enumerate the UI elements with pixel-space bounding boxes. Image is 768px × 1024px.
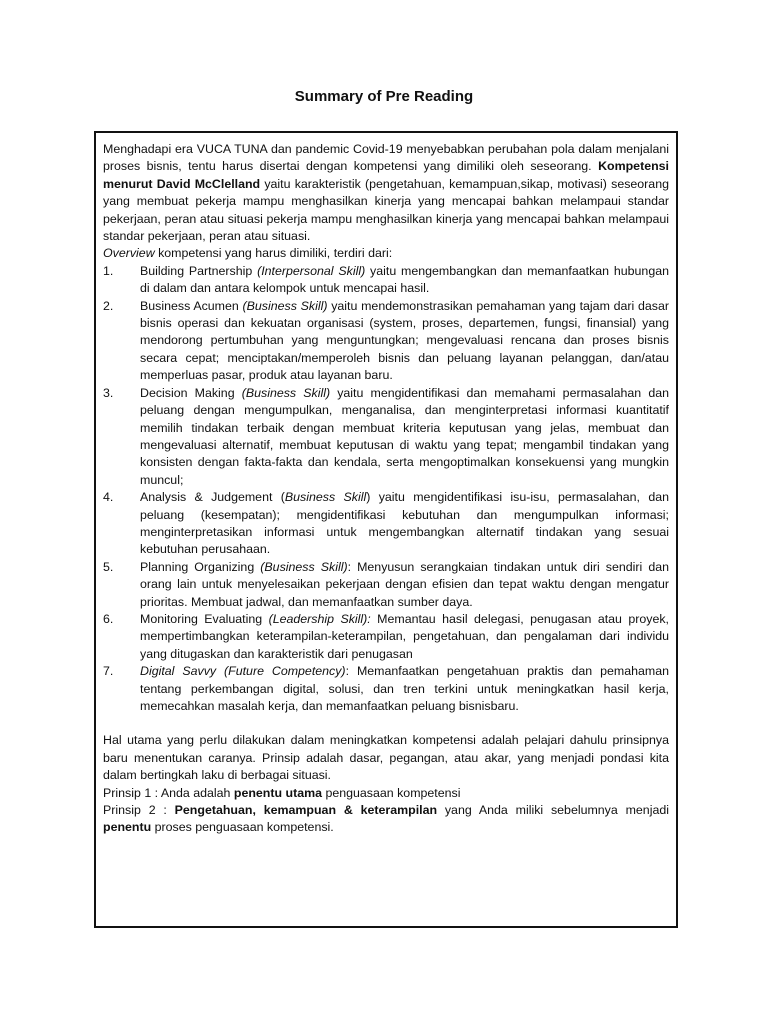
intro-paragraph <box>103 141 669 245</box>
item-number: 7. <box>103 664 114 679</box>
item-name: Building Partnership <box>140 263 258 278</box>
list-item <box>103 298 669 385</box>
item-desc: ) yaitu mengidentifikasi isu-isu, permasalahan, dan peluang (kesempatan); mengidentifikasi kebutuhan dan mengumpulkan informasi; menginterpretasikan informasi untuk mengembangkan alternatif tindakan yang sesuai kebutuhan perusahaan. <box>140 490 670 557</box>
list-item <box>103 263 669 298</box>
item-name: Business Acumen <box>140 298 243 313</box>
principle-1-suffix: penguasaan kompetensi <box>322 785 461 800</box>
item-number: 1. <box>103 263 114 278</box>
principle-2-middle: yang Anda miliki sebelumnya menjadi <box>437 803 669 818</box>
item-skill: Digital Savvy (Future Competency) <box>140 664 346 679</box>
competency-list <box>103 263 669 716</box>
principle-1 <box>103 785 669 802</box>
item-desc: yaitu mengembangkan dan memanfaatkan hubungan di dalam dan antara kelompok untuk mencapai hasil. <box>140 263 669 296</box>
item-number: 4. <box>103 490 114 505</box>
item-skill: (Leadership Skill): <box>268 611 371 626</box>
list-item <box>103 385 669 489</box>
list-item <box>103 559 669 611</box>
list-item <box>103 611 669 663</box>
overview-line <box>103 245 669 262</box>
item-skill: (Interpersonal Skill) <box>257 263 366 278</box>
item-number: 2. <box>103 298 114 313</box>
overview-text: kompetensi yang harus dimiliki, terdiri dari: <box>154 246 393 261</box>
item-name: Planning Organizing <box>140 559 261 574</box>
principle-2-suffix: proses penguasaan kompetensi. <box>151 820 334 835</box>
item-skill: (Business Skill) <box>242 298 328 313</box>
item-number: 3. <box>103 385 114 400</box>
principle-2-prefix: Prinsip 2 : <box>103 803 175 818</box>
principle-2-bold-2: penentu <box>103 820 152 835</box>
intro-text-1: Menghadapi era VUCA TUNA dan pandemic Covid-19 menyebabkan perubahan pola dalam menjalani proses bisnis, tentu harus disertai dengan kompetensi yang dimiliki oleh seseorang. <box>103 142 669 174</box>
item-desc: Memantau hasil delegasi, penugasan atau proyek, mempertimbangkan keterampilan-keterampilan, pengetahuan, dan pengalaman dari individu yang ditugaskan dan karakteristik dari penugasan <box>140 611 669 661</box>
principle-1-bold: penentu utama <box>233 785 323 800</box>
item-desc: yaitu mendemonstrasikan pemahaman yang tajam dari dasar bisnis operasi dan kekuatan organisasi (system, proses, departemen, fungsi, finansial) yang mendorong pertumbuhan yang menguntungkan; mengevaluasi rencana dan proses bisnis secara cepat; menciptakan/memperoleh bisnis dan peluang layanan pelanggan, dan/atau memperluas pasar, produk atau layanan baru. <box>140 298 669 383</box>
item-skill: (Business Skill) <box>241 385 331 400</box>
principle-2 <box>103 802 669 837</box>
principle-1-prefix: Prinsip 1 : Anda adalah <box>103 785 234 800</box>
intro-bold-text: Kompetensi menurut David McClelland <box>103 159 669 191</box>
spacer <box>103 715 669 732</box>
intro-text-2: yaitu karakteristik (pengetahuan, kemampuan,sikap, motivasi) seseorang yang membuat pekerja mampu menghasilkan kinerja yang mencapai bahkan melampaui standar pekerjaan, peran atau situasi pekerja mampu menghasilkan kinerja yang mencapai bahkan melampaui standar pekerjaan, peran atau situasi. <box>103 176 669 244</box>
item-skill: Business Skill <box>284 490 367 505</box>
page-title: Summary of Pre Reading <box>294 88 474 105</box>
item-name: Analysis & Judgement ( <box>140 490 285 505</box>
item-name: Monitoring Evaluating <box>140 611 269 626</box>
item-number: 6. <box>103 611 114 626</box>
closing-paragraph: Hal utama yang perlu dilakukan dalam meningkatkan kompetensi adalah pelajari dahulu prinsipnya baru menentukan caranya. Prinsip adalah dasar, pegangan, atau akar, yang menjadi pondasi kita dalam bertingkah laku di berbagai situasi. <box>103 733 669 783</box>
list-item <box>103 663 669 715</box>
list-item <box>103 489 669 559</box>
item-number: 5. <box>103 559 114 574</box>
principle-2-bold: Pengetahuan, kemampuan & keterampilan <box>174 803 438 818</box>
item-skill: (Business Skill) <box>260 559 348 574</box>
summary-box <box>94 131 678 928</box>
item-desc: : Memanfaatkan pengetahuan praktis dan pemahaman tentang perkembangan digital, solusi, dan tren terkini untuk meningkatkan hasil kerja, memecahkan masalah kerja, dan memanfaatkan peluang bisnisbaru. <box>140 664 669 713</box>
item-desc: : Menyusun serangkaian tindakan untuk diri sendiri dan orang lain untuk menyelesaikan pekerjaan dengan efisien dan tepat waktu dengan mengatur prioritas. Membuat jadwal, dan memanfaatkan sumber daya. <box>140 559 669 609</box>
overview-italic: Overview <box>103 246 155 261</box>
item-desc: yaitu mengidentifikasi dan memahami permasalahan dan peluang dengan mengumpulkan, menganalisa, dan menginterpretasi informasi kuantitatif memilih tindakan terbaik dengan membuat kriteria keputusan yang jelas, membuat dan mengevaluasi alternatif, membuat keputusan di waktu yang tepat; mengambil tindakan yang konsisten dengan fakta-fakta dan kendala, serta mengoptimalkan konsekuensi yang mungkin muncul; <box>140 385 669 487</box>
item-name: Decision Making <box>140 385 242 400</box>
